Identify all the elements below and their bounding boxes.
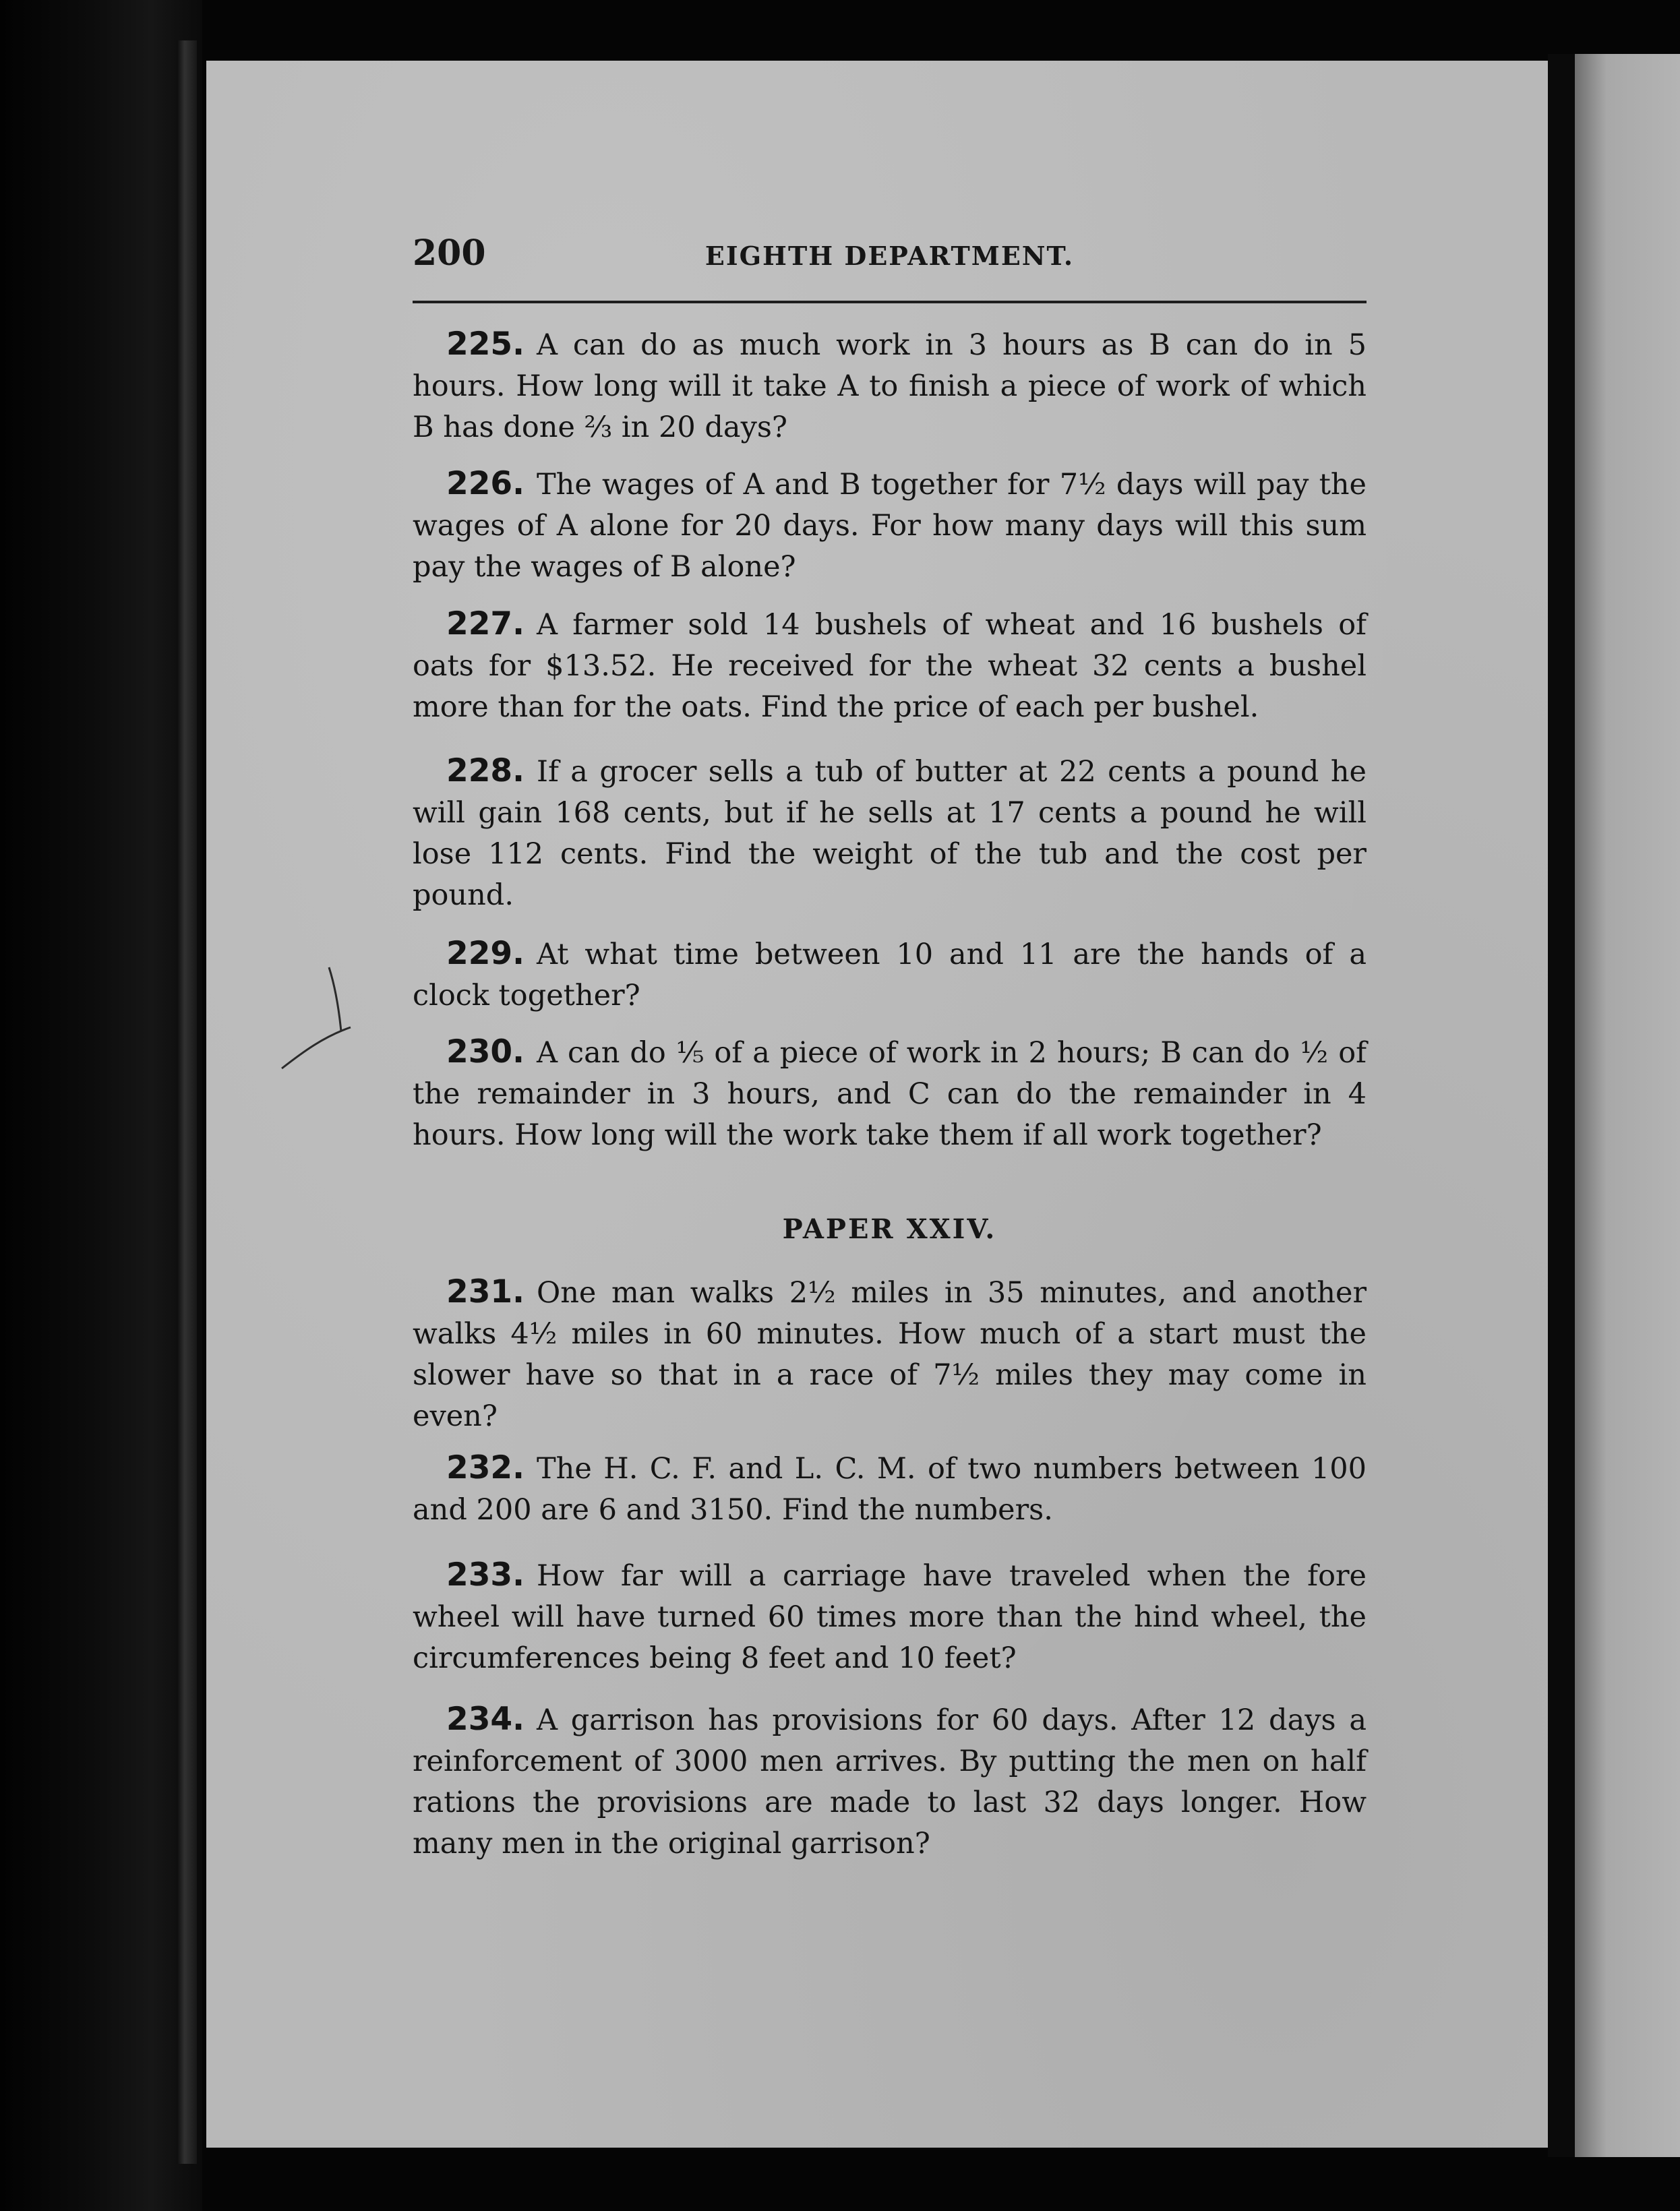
problem-number: 228. [446, 752, 524, 789]
page-number: 200 [413, 233, 486, 274]
problem-text: A farmer sold 14 bushels of wheat and 16 bushels of oats for $13.52. He received for the wheat 32 cents a bushel more than for the oats. Find the price of each per bushel. [413, 608, 1367, 724]
problem-number: 229. [446, 935, 524, 972]
film-edge-shadow [177, 40, 197, 2164]
problem-232 [413, 1447, 1367, 1531]
section-title: PAPER XXIV. [782, 1213, 997, 1245]
problem-text: At what time between 10 and 11 are the hands of a clock together? [413, 938, 1367, 1012]
problem-225 [413, 324, 1367, 448]
header-rule [413, 301, 1367, 303]
running-head: EIGHTH DEPARTMENT. [704, 241, 1075, 271]
problem-text: How far will a carriage have traveled when the fore wheel will have turned 60 times more than the hind wheel, the circumferences being 8 feet and 10 feet? [413, 1559, 1367, 1675]
problem-text: A garrison has provisions for 60 days. After 12 days a reinforcement of 3000 men arrives. By putting the men on half rations the provisions are made to last 32 days longer. How many men in the original garrison? [413, 1703, 1367, 1860]
facing-page-edge [1575, 54, 1680, 2157]
film-border-left [0, 0, 202, 2211]
page-header [413, 233, 1367, 280]
problem-226 [413, 463, 1367, 588]
problem-229 [413, 933, 1367, 1017]
problem-number: 227. [446, 605, 524, 642]
problem-228 [413, 750, 1367, 916]
problem-231 [413, 1271, 1367, 1437]
problem-text: The H. C. F. and L. C. M. of two numbers between 100 and 200 are 6 and 3150. Find the numbers. [413, 1452, 1367, 1527]
problem-number: 226. [446, 465, 524, 502]
book-gutter [1548, 54, 1575, 2157]
problem-text: The wages of A and B together for 7½ days will pay the wages of A alone for 20 days. For how many days will this sum pay the wages of B alone? [413, 468, 1367, 584]
problem-number: 231. [446, 1273, 524, 1310]
problem-text: One man walks 2½ miles in 35 minutes, and another walks 4½ miles in 60 minutes. How much of a start must the slower have so that in a race of 7½ miles they may come in even? [413, 1276, 1367, 1433]
problem-number: 225. [446, 326, 524, 363]
problem-227 [413, 603, 1367, 728]
problem-number: 234. [446, 1701, 524, 1738]
problem-234 [413, 1699, 1367, 1865]
problem-230 [413, 1031, 1367, 1156]
problem-number: 230. [446, 1033, 524, 1070]
problem-text: A can do ⅕ of a piece of work in 2 hours; B can do ½ of the remainder in 3 hours, and C can do the remainder in 4 hours. How long will the work take them if all work together? [413, 1036, 1367, 1152]
pencil-tick-mark [276, 957, 357, 1079]
problem-text: If a grocer sells a tub of butter at 22 cents a pound he will gain 168 cents, but if he sells at 17 cents a pound he will lose 112 cents. Find the weight of the tub and the cost per pound. [413, 755, 1367, 912]
problem-number: 232. [446, 1449, 524, 1486]
problem-text: A can do as much work in 3 hours as B can do in 5 hours. How long will it take A to finish a piece of work of which B has done ⅔ in 20 days? [413, 328, 1367, 444]
problem-233 [413, 1554, 1367, 1679]
problem-number: 233. [446, 1556, 524, 1594]
